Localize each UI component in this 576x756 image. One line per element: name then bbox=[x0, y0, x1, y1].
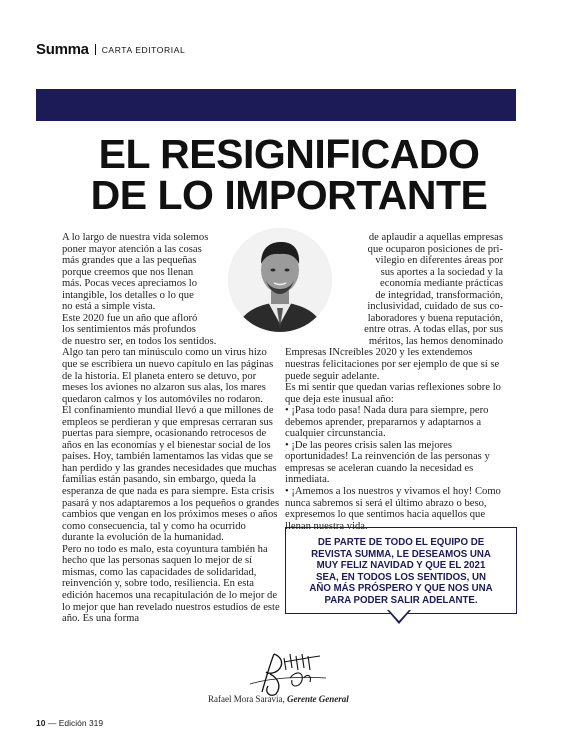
page-title bbox=[36, 131, 542, 218]
left-paragraph: Pero no todo es malo, esta coyuntura también ha hecho que las personas saquen lo mejor de sí mismas, como las capacidades de solidaridad, reinvención y, sobre todo, resiliencia. En esta edición hacemos una recapitulación de lo mejor de lo mejor que han revelado nuestros estudios de este año. Es una forma bbox=[62, 543, 280, 625]
quote-box bbox=[285, 527, 517, 614]
right-intro-line: inclusividad, cuidado de sus co- bbox=[367, 301, 503, 313]
right-intro-line: entre otras. A todas ellas, por sus bbox=[364, 324, 503, 336]
header-divider bbox=[95, 44, 96, 55]
right-intro-line: méritos, las hemos denominado bbox=[368, 335, 503, 347]
page-footer bbox=[36, 718, 103, 728]
left-paragraph: El confinamiento mundial llevó a que millones de empleos se perdieran y que empresas cerraran sus puertas para siempre, ocasionando retrocesos de años en las economías y el bienestar social de los países. Hoy, también lamentamos las vidas que se han perdido y las grandes necesidades que muchas familias están pasando, sin embargo, queda la esperanza de que nada es para siempre. Esta crisis pasará y nos adaptaremos a los pequeños o grandes cambios que vengan en los próximos meses o años como consecuencia, tal y como ha ocurrido durante la evolución de la humanidad. bbox=[62, 405, 280, 544]
right-intro-line: sus aportes a la sociedad y la bbox=[380, 266, 503, 278]
accent-band bbox=[36, 89, 516, 121]
right-intro-line: laboradores y buena reputación, bbox=[367, 312, 503, 324]
left-intro-line: los sentimientos más profundos bbox=[62, 324, 196, 336]
left-intro-line: Este 2020 fue un año que afloró bbox=[62, 312, 198, 324]
right-intro-line: de integridad, transformación, bbox=[375, 289, 503, 301]
left-intro-line: más grandes que a las pequeñas bbox=[62, 255, 197, 267]
brand-logo: Summa bbox=[36, 41, 89, 58]
magazine-header bbox=[36, 41, 185, 58]
left-intro-line: de nuestro ser, en todos los sentidos. bbox=[62, 335, 217, 347]
quote-line: MUY FELIZ NAVIDAD Y QUE EL 2021 bbox=[316, 560, 486, 572]
quote-line: REVISTA SUMMA, LE DESEAMOS UNA bbox=[311, 548, 491, 560]
page-number: 10 bbox=[36, 718, 46, 728]
quote-line: PARA PODER SALIR ADELANTE. bbox=[324, 594, 478, 606]
left-intro-line: porque creemos que nos llenan bbox=[62, 266, 194, 278]
section-label: CARTA EDITORIAL bbox=[101, 44, 186, 55]
left-intro-line: más. Pocas veces apreciamos lo bbox=[62, 278, 198, 290]
left-intro-line: intangible, los detalles o lo que bbox=[62, 289, 194, 301]
left-intro-line: poner mayor atención a las cosas bbox=[62, 243, 202, 255]
signature-caption bbox=[208, 694, 349, 704]
left-intro-line: A lo largo de nuestra vida solemos bbox=[62, 232, 209, 243]
bullet-item: • ¡De las peores crisis salen las mejores oportunidades! La reinvención de las personas y empresas se aceleran cuando la necesidad es inmediata. bbox=[285, 439, 490, 486]
right-intro bbox=[285, 232, 503, 347]
right-intro-line: que ocuparon posiciones de pri- bbox=[367, 243, 503, 255]
handwritten-signature bbox=[240, 648, 330, 698]
left-paragraph: Algo tan pero tan minúsculo como un virus hizo que se escribiera un nuevo capítulo en las páginas de la historia. El planeta entero se detuvo, por meses los aviones no alzaron sus alas, los mares quedaron calmos y los automóviles no rodaron. bbox=[62, 347, 274, 405]
right-intro-line: vilegio en diferentes áreas por bbox=[375, 255, 503, 267]
edition-label: — Edición 319 bbox=[47, 718, 104, 728]
right-paragraph: Empresas INcreíbles 2020 y les extendemos nuestras felicitaciones por ser ejemplo de que sí se puede seguir adelante. bbox=[285, 347, 500, 382]
quote-line: DE PARTE DE TODO EL EQUIPO DE bbox=[317, 537, 485, 548]
bullet-item: • ¡Pasa todo pasa! Nada dura para siempre, pero debemos aprender, prepararnos y adaptarnos a cualquier circunstancia. bbox=[285, 405, 489, 440]
signatory-name: Rafael Mora Saravia, bbox=[208, 694, 285, 704]
right-column bbox=[285, 232, 503, 532]
right-intro-line: economía mediante prácticas bbox=[380, 278, 503, 290]
quote-line: AÑO MÁS PRÓSPERO Y QUE NOS UNA bbox=[309, 583, 493, 595]
right-intro-line: de aplaudir a aquellas empresas bbox=[368, 232, 503, 243]
right-paragraph: Es mi sentir que quedan varias reflexiones sobre lo que deja este inusual año: bbox=[285, 382, 501, 405]
title-line-1: EL RESIGNIFICADO bbox=[98, 131, 480, 177]
title-line-2: DE LO IMPORTANTE bbox=[90, 172, 488, 218]
signatory-role: Gerente General bbox=[286, 694, 349, 704]
bullet-item: • ¡Amemos a los nuestros y vivamos el hoy! Como nunca sabremos si será el último abrazo o beso, expresemos lo que sentimos hacia aquellos que llenan nuestra vida. bbox=[285, 486, 501, 532]
quote-line: SEA, EN TODOS LOS SENTIDOS, UN bbox=[316, 571, 486, 583]
quote-tail-inner bbox=[389, 610, 409, 621]
left-intro-line: no está a simple vista. bbox=[62, 301, 156, 313]
quote-text bbox=[286, 537, 516, 607]
